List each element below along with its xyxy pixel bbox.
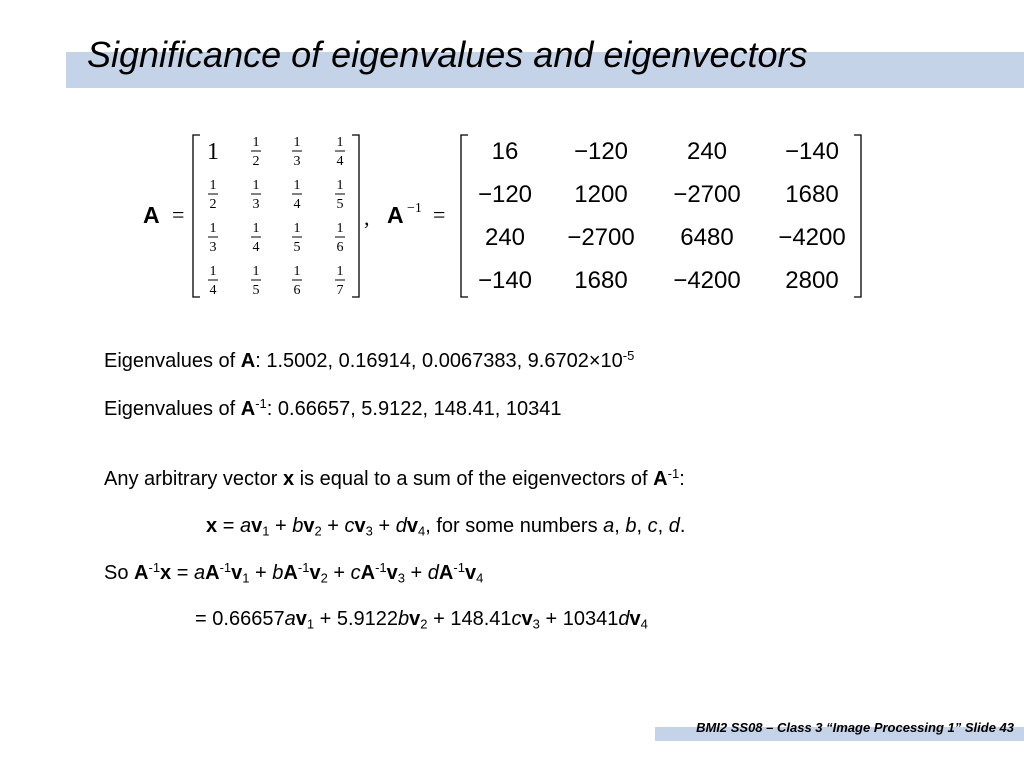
fraction-numerator: 1 (293, 264, 301, 279)
matrix-a-inv-entry: −140 (477, 267, 533, 294)
fraction-numerator: 1 (209, 264, 217, 279)
right-bracket (854, 135, 861, 297)
equation-eigen-expansion: = $0.66657av_1 + 5.9122bv_2 + 148.41cv_3 + 10341dv_4$ (195, 608, 648, 632)
fraction-numerator: 1 (252, 135, 260, 150)
matrix-a-inv-entries (478, 138, 846, 294)
fraction-denominator: 3 (252, 197, 260, 212)
slide-title: Significance of eigenvalues and eigenvectors (87, 34, 808, 75)
fraction-denominator: 2 (252, 154, 260, 169)
matrix-a-label: A (143, 202, 160, 228)
fraction-numerator: 1 (336, 264, 344, 279)
fraction-numerator: 1 (336, 178, 344, 193)
fraction-numerator: 1 (293, 178, 301, 193)
fraction-denominator: 6 (336, 240, 344, 255)
equation-a-inv-x: So $A^{-1}x = aA^{-1}v_1 + bA^{-1}v_2 + cA^{-1}v_3 + dA^{-1}v_4$ (104, 559, 484, 586)
fraction-numerator: 1 (293, 135, 301, 150)
matrix-a-inv-label: A (387, 202, 404, 228)
matrix-a-inv-entry: −2700 (567, 224, 635, 251)
fraction-numerator: 1 (209, 178, 217, 193)
fraction-denominator: 5 (252, 283, 260, 298)
matrix-a-inv-entry: 1680 (574, 267, 628, 294)
matrix-a-inv-entry: 6480 (680, 224, 734, 251)
fraction-denominator: 4 (209, 283, 217, 298)
fraction-denominator: 5 (336, 197, 344, 212)
equation-x-decomposition: $x = av_1 + bv_2 + cv_3 + dv_4$, for some numbers a, b, c, d. (206, 515, 686, 539)
equals-sign: = (433, 202, 446, 227)
fraction-numerator: 1 (252, 221, 260, 236)
fraction-numerator: 1 (293, 221, 301, 236)
fraction-denominator: 3 (209, 240, 217, 255)
fraction-numerator: 1 (252, 264, 260, 279)
fraction-denominator: 7 (336, 283, 344, 298)
left-bracket (461, 135, 468, 297)
matrix-a-inv-entry: −140 (784, 138, 840, 165)
right-bracket (352, 135, 359, 297)
matrix-a-inv-entry: −2700 (673, 181, 741, 208)
inverse-exponent: −1 (407, 201, 422, 216)
fraction-denominator: 2 (209, 197, 217, 212)
left-bracket (193, 135, 200, 297)
matrix-a-inv-entry: −120 (477, 181, 533, 208)
fraction-numerator: 1 (252, 178, 260, 193)
matrix-equation (0, 0, 1024, 320)
matrix-a-inv-entry: 1200 (574, 181, 628, 208)
matrix-a-inv-entry: 16 (491, 138, 519, 165)
eigenvalues-a-inv-line: Eigenvalues of $A^{-1}$: 0.66657, 5.9122, 148.41, 10341 (104, 395, 562, 420)
fraction-numerator: 1 (336, 135, 344, 150)
matrix-a-entry: 1 (207, 139, 219, 165)
matrix-a-inv-entry: −4200 (778, 224, 846, 251)
fraction-denominator: 3 (293, 154, 301, 169)
fraction-denominator: 5 (293, 240, 301, 255)
matrix-a-inv-entry: 1680 (785, 181, 839, 208)
matrix-a-inv-entry: 240 (686, 138, 728, 165)
fraction-denominator: 4 (252, 240, 260, 255)
comma: , (364, 205, 370, 230)
fraction-numerator: 1 (336, 221, 344, 236)
fraction-denominator: 4 (293, 197, 301, 212)
matrix-a-entries (207, 135, 345, 298)
equals-sign: = (172, 202, 185, 227)
matrix-a-inv-entry: 2800 (785, 267, 839, 294)
fraction-numerator: 1 (209, 221, 217, 236)
matrix-a-inv-entry: −4200 (673, 267, 741, 294)
fraction-denominator: 4 (336, 154, 344, 169)
statement-line: Any arbitrary vector x is equal to a sum of the eigenvectors of $A^{-1}$: (104, 465, 685, 490)
matrix-a-inv-entry: −120 (573, 138, 629, 165)
slide-footer: BMI2 SS08 – Class 3 “Image Processing 1” Slide 43 (696, 720, 1014, 735)
fraction-denominator: 6 (293, 283, 301, 298)
eigenvalues-a-line: Eigenvalues of A: 1.5002, 0.16914, 0.0067383, $9.6702\times 10^{-5}$ (104, 347, 635, 372)
matrix-a-inv-entry: 240 (484, 224, 526, 251)
